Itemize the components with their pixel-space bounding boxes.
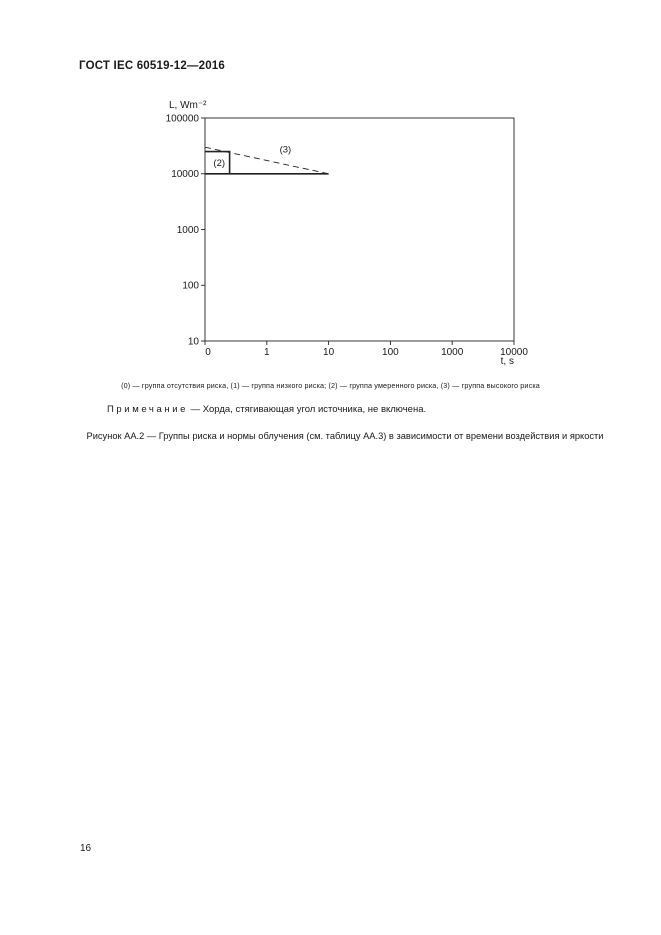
plot-area-frame xyxy=(205,118,514,341)
risk-group-chart xyxy=(0,0,661,380)
region-label-1: (2) xyxy=(213,158,226,170)
x-tick-label: 10000 xyxy=(500,347,528,358)
y-axis-label: L, Wm⁻² xyxy=(169,100,207,111)
note xyxy=(107,404,426,415)
figure-legend-caption: (0) — группа отсутствия риска, (1) — группа низкого риска; (2) — группа умеренного риска, (3) — группа высокого риска xyxy=(121,381,540,390)
y-tick-label: 10000 xyxy=(171,169,199,181)
y-tick-label: 10 xyxy=(187,336,199,348)
x-axis-label: t, s xyxy=(500,356,514,367)
document-header: ГОСТ IEC 60519-12—2016 xyxy=(79,60,225,72)
figure-caption: Рисунок АА.2 — Группы риска и нормы облучения (см. таблицу АА.3) в зависимости от времени воздействия и яркости xyxy=(86,431,604,441)
x-tick-label: 0 xyxy=(205,347,211,358)
x-tick-label: 1000 xyxy=(441,347,464,358)
region-label-2: (3) xyxy=(279,144,292,156)
x-tick-label: 100 xyxy=(382,347,399,358)
y-tick-label: 1000 xyxy=(176,224,199,236)
y-tick-label: 100000 xyxy=(165,113,199,125)
note-prefix: Примечание xyxy=(107,404,188,415)
note-text: — Хорда, стягивающая угол источника, не включена. xyxy=(188,404,427,415)
y-tick-label: 100 xyxy=(182,280,199,292)
x-tick-label: 1 xyxy=(264,347,270,358)
page-number: 16 xyxy=(80,843,92,854)
x-tick-label: 10 xyxy=(323,347,335,358)
